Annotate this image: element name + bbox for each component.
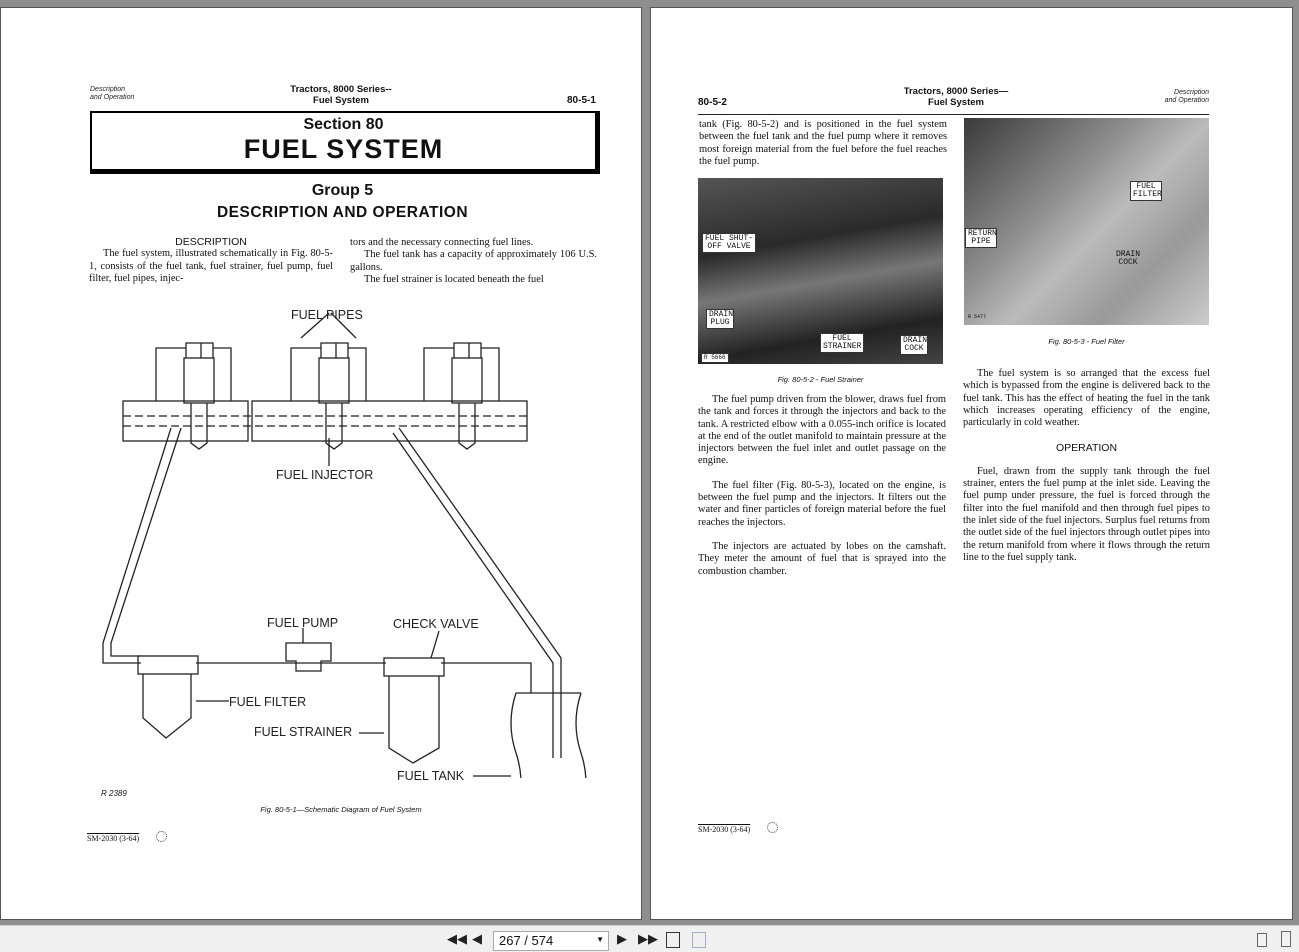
paragraph: The fuel pump driven from the blower, draws fuel from the tank and forces it through the injectors and back to the tank. A restricted elbow with a 0.055-inch orifice is located at the end of the outlet manifold to maintain pressure at the injectors between the fuel inlet and outlet passage on the engine. [698,394,946,467]
fuel-strainer-photo [698,178,943,364]
last-page-icon[interactable]: ▶▶ [638,932,658,947]
rotate-icon[interactable] [666,932,680,948]
figure-caption: Fig. 80-5-1—Schematic Diagram of Fuel System [260,805,422,814]
label-fuel-filter: FUEL FILTER [229,695,307,709]
union-bug-icon [767,822,778,833]
single-page-view-icon[interactable] [1257,933,1267,947]
page-number-field[interactable] [493,931,609,951]
paragraph: tors and the necessary connecting fuel lines. [350,237,534,248]
label-fuel-strainer: FUEL STRAINER [254,725,353,739]
continuous-view-icon[interactable] [1281,931,1291,947]
first-page-icon[interactable]: ◀◀ [447,932,467,947]
paragraph: The fuel filter (Fig. 80-5-3), located on the engine, is between the fuel pump and the injectors. It filters out the water and finer particles of foreign material before the fuel reaches the injectors. [698,479,946,528]
caption-fig-3: Fig. 80-5-3 - Fuel Filter [1048,337,1125,346]
paragraph-intro: tank (Fig. 80-5-2) and is positioned in the fuel system between the fuel tank and the fuel pump where it removes most foreign material from the fuel before the fuel reaches the fuel pump. [699,119,947,167]
caption-fig-2: Fig. 80-5-2 - Fuel Strainer [777,375,864,384]
photo-label: DRAIN PLUG [706,309,734,329]
page-number: 80-5-1 [567,95,596,106]
page-field-value: 267 / 574 [499,933,554,948]
figure-ref: R 2389 [101,789,127,798]
photo-label: FUEL STRAINER [820,333,864,353]
column-2 [350,237,597,286]
section-box [90,111,600,174]
label-check-valve: CHECK VALVE [393,617,479,631]
photo-label: R 5477 [968,314,987,320]
rotate-disabled-icon [692,932,706,948]
photo-label: DRAIN COCK [900,335,928,355]
next-page-icon[interactable]: ▶ [617,932,627,947]
header-right: Description and Operation [1164,89,1209,104]
paragraph: The fuel tank has a capacity of approximately 106 U.S. gallons. [350,249,597,273]
group-label: Group 5 [311,182,374,199]
label-fuel-pump: FUEL PUMP [267,616,339,630]
pdf-toolbar [0,925,1299,952]
union-bug-icon [156,831,167,842]
page-number: 80-5-2 [698,97,727,108]
photo-label: DRAIN COCK [1116,250,1141,267]
section-title: FUEL SYSTEM [243,134,444,164]
photo-label: R 5666 [701,353,729,363]
group-title: DESCRIPTION AND OPERATION [216,204,469,221]
column-1 [698,394,946,578]
pdf-page-right [650,7,1293,920]
dropdown-icon[interactable]: ▼ [596,935,604,944]
fuel-filter-photo [964,118,1209,325]
header-center: Tractors, 8000 Series-- Fuel System [290,84,392,106]
pdf-page-left [0,7,642,920]
column-2 [963,368,1210,564]
header-center: Tractors, 8000 Series— Fuel System [903,86,1009,108]
label-fuel-injector: FUEL INJECTOR [276,468,374,482]
paragraph: The fuel strainer is located beneath the fuel [364,273,544,285]
column-1 [89,236,333,285]
section-label: Section 80 [303,116,384,133]
paragraph: The fuel system, illustrated schematically in Fig. 80-5-1, consists of the fuel tank, fuel strainer, fuel pump, fuel filter, fuel pipes, injec- [89,248,333,284]
header-left: Description and Operation [90,86,135,101]
paragraph: The injectors are actuated by lobes on the camshaft. They meter the amount of fuel that is sprayed into the combustion chamber. [698,540,946,577]
label-fuel-tank: FUEL TANK [397,769,465,783]
fuel-system-schematic [1,298,641,778]
previous-page-icon[interactable]: ◀ [472,932,482,947]
label-fuel-pipes: FUEL PIPES [291,308,363,322]
paragraph: The fuel system is so arranged that the excess fuel which is bypassed from the engine is delivered back to the fuel tank. This has the effect of heating the fuel in the tank which increases operating efficiency of the engine, particularly in cold weather. [963,368,1210,429]
subheading: OPERATION [1055,442,1118,455]
photo-label: RETURN PIPE [965,228,997,248]
subheading: DESCRIPTION [175,236,247,248]
photo-label: FUEL SHUT- OFF VALVE [702,233,756,253]
footer-code: SM-2030 (3-64) [698,825,751,834]
footer-code: SM-2030 (3-64) [87,834,140,843]
paragraph: Fuel, drawn from the supply tank through the fuel strainer, enters the fuel pump at the inlet side. Leaving the fuel pump under pressure, the fuel is forced through the filter into the fuel manifold and then through fuel pipes to the inlet side of the fuel injectors. Surplus fuel returns from the outlet side of the fuel injectors through outlet pipes into the return manifold from where it flows through the return line to the fuel supply tank. [963,465,1210,563]
photo-label: FUEL FILTER [1130,181,1162,201]
